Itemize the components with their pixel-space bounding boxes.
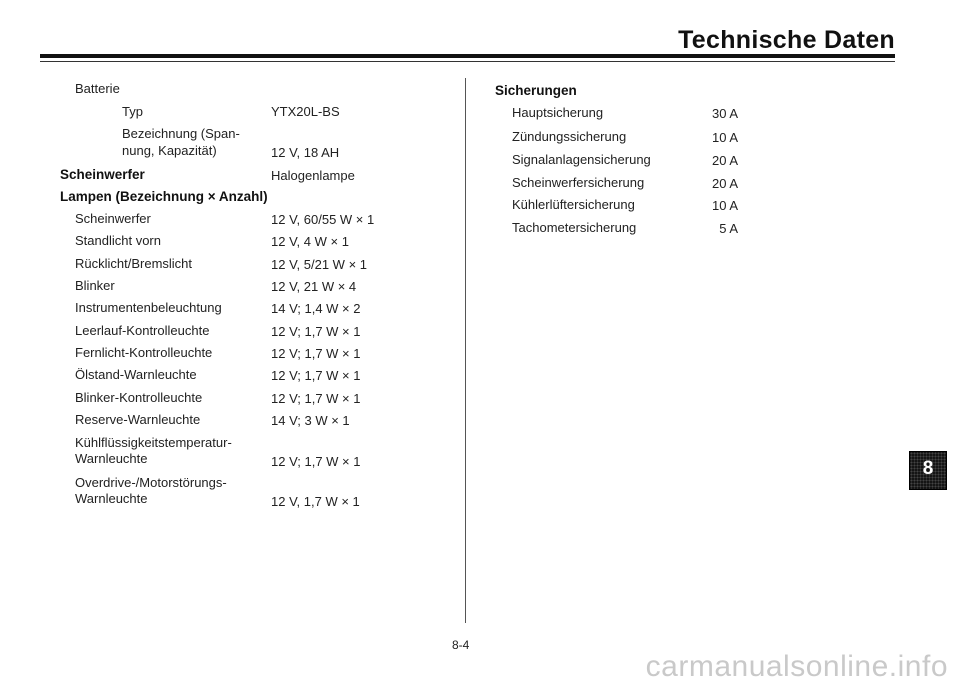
- list-item-label: Scheinwerfersicherung: [512, 175, 645, 190]
- list-item-value: 5 A: [719, 221, 738, 236]
- list-item-value: 12 V, 60/55 W × 1: [271, 212, 375, 227]
- list-item-value: 20 A: [711, 176, 738, 191]
- batterie-bezeichnung-label-line1: Bezeichnung (Span-: [122, 126, 240, 141]
- lampen-heading: Lampen (Bezeichnung × Anzahl): [60, 189, 268, 204]
- list-item-label: Tachometersicherung: [512, 220, 637, 235]
- list-item-label: Rücklicht/Bremslicht: [75, 256, 193, 271]
- list-item-label: Zündungssicherung: [512, 129, 627, 144]
- kuehl-label-line1: Kühlflüssigkeitstemperatur-: [75, 435, 232, 450]
- list-item-value: 12 V, 21 W × 4: [271, 279, 357, 294]
- watermark: carmanualsonline.info: [645, 650, 948, 683]
- list-item-label: Blinker: [75, 278, 115, 293]
- batterie-heading: Batterie: [75, 81, 120, 96]
- list-item-label: Kühlerlüftersicherung: [512, 197, 635, 212]
- list-item-label: Standlicht vorn: [75, 233, 161, 248]
- list-item-label: Hauptsicherung: [512, 105, 604, 120]
- list-item-value: 12 V; 1,7 W × 1: [271, 391, 361, 406]
- chapter-tab[interactable]: [909, 451, 947, 490]
- chapter-tab-label: 8: [922, 458, 934, 479]
- list-item-value: 10 A: [711, 130, 738, 145]
- column-divider: [465, 78, 466, 623]
- list-item-value: 12 V; 1,7 W × 1: [271, 324, 361, 339]
- list-item-label: Reserve-Warnleuchte: [75, 412, 201, 427]
- list-item-value: 10 A: [711, 198, 738, 213]
- batterie-bezeichnung-value: 12 V, 18 AH: [271, 145, 340, 160]
- list-item-value: 12 V, 4 W × 1: [271, 234, 349, 249]
- list-item-label: Blinker-Kontrolleuchte: [75, 390, 203, 405]
- list-item-value: 12 V; 1,7 W × 1: [271, 346, 361, 361]
- list-item-label: Leerlauf-Kontrolleuchte: [75, 323, 210, 338]
- sicherungen-heading: Sicherungen: [495, 83, 577, 98]
- list-item-value: 20 A: [711, 153, 738, 168]
- page-title: Technische Daten: [678, 26, 895, 54]
- overdrive-label-line2: Warnleuchte: [75, 491, 148, 506]
- page-number: 8-4: [452, 638, 470, 652]
- list-item-value: 14 V; 3 W × 1: [271, 413, 350, 428]
- list-item-label: Instrumentenbeleuchtung: [75, 300, 222, 315]
- list-item-label: Fernlicht-Kontrolleuchte: [75, 345, 213, 360]
- batterie-typ-label: Typ: [122, 104, 143, 119]
- list-item-value: 12 V, 5/21 W × 1: [271, 257, 368, 272]
- list-item-label: Signalanlagensicherung: [512, 152, 651, 167]
- kuehl-label-line2: Warnleuchte: [75, 451, 148, 466]
- list-item-value: 30 A: [711, 106, 738, 121]
- overdrive-label-line1: Overdrive-/Motorstörungs-: [75, 475, 227, 490]
- scheinwerfer-value: Halogenlampe: [271, 168, 355, 183]
- batterie-typ-value: YTX20L-BS: [271, 104, 340, 119]
- overdrive-value: 12 V, 1,7 W × 1: [271, 494, 360, 509]
- scheinwerfer-heading: Scheinwerfer: [60, 167, 145, 182]
- list-item-value: 12 V; 1,7 W × 1: [271, 368, 361, 383]
- header-rule-thin: [40, 61, 895, 62]
- list-item-value: 14 V; 1,4 W × 2: [271, 301, 361, 316]
- batterie-bezeichnung-label-line2: nung, Kapazität): [122, 143, 217, 158]
- list-item-label: Scheinwerfer: [75, 211, 151, 226]
- list-item-label: Ölstand-Warnleuchte: [75, 367, 197, 382]
- kuehl-value: 12 V; 1,7 W × 1: [271, 454, 361, 469]
